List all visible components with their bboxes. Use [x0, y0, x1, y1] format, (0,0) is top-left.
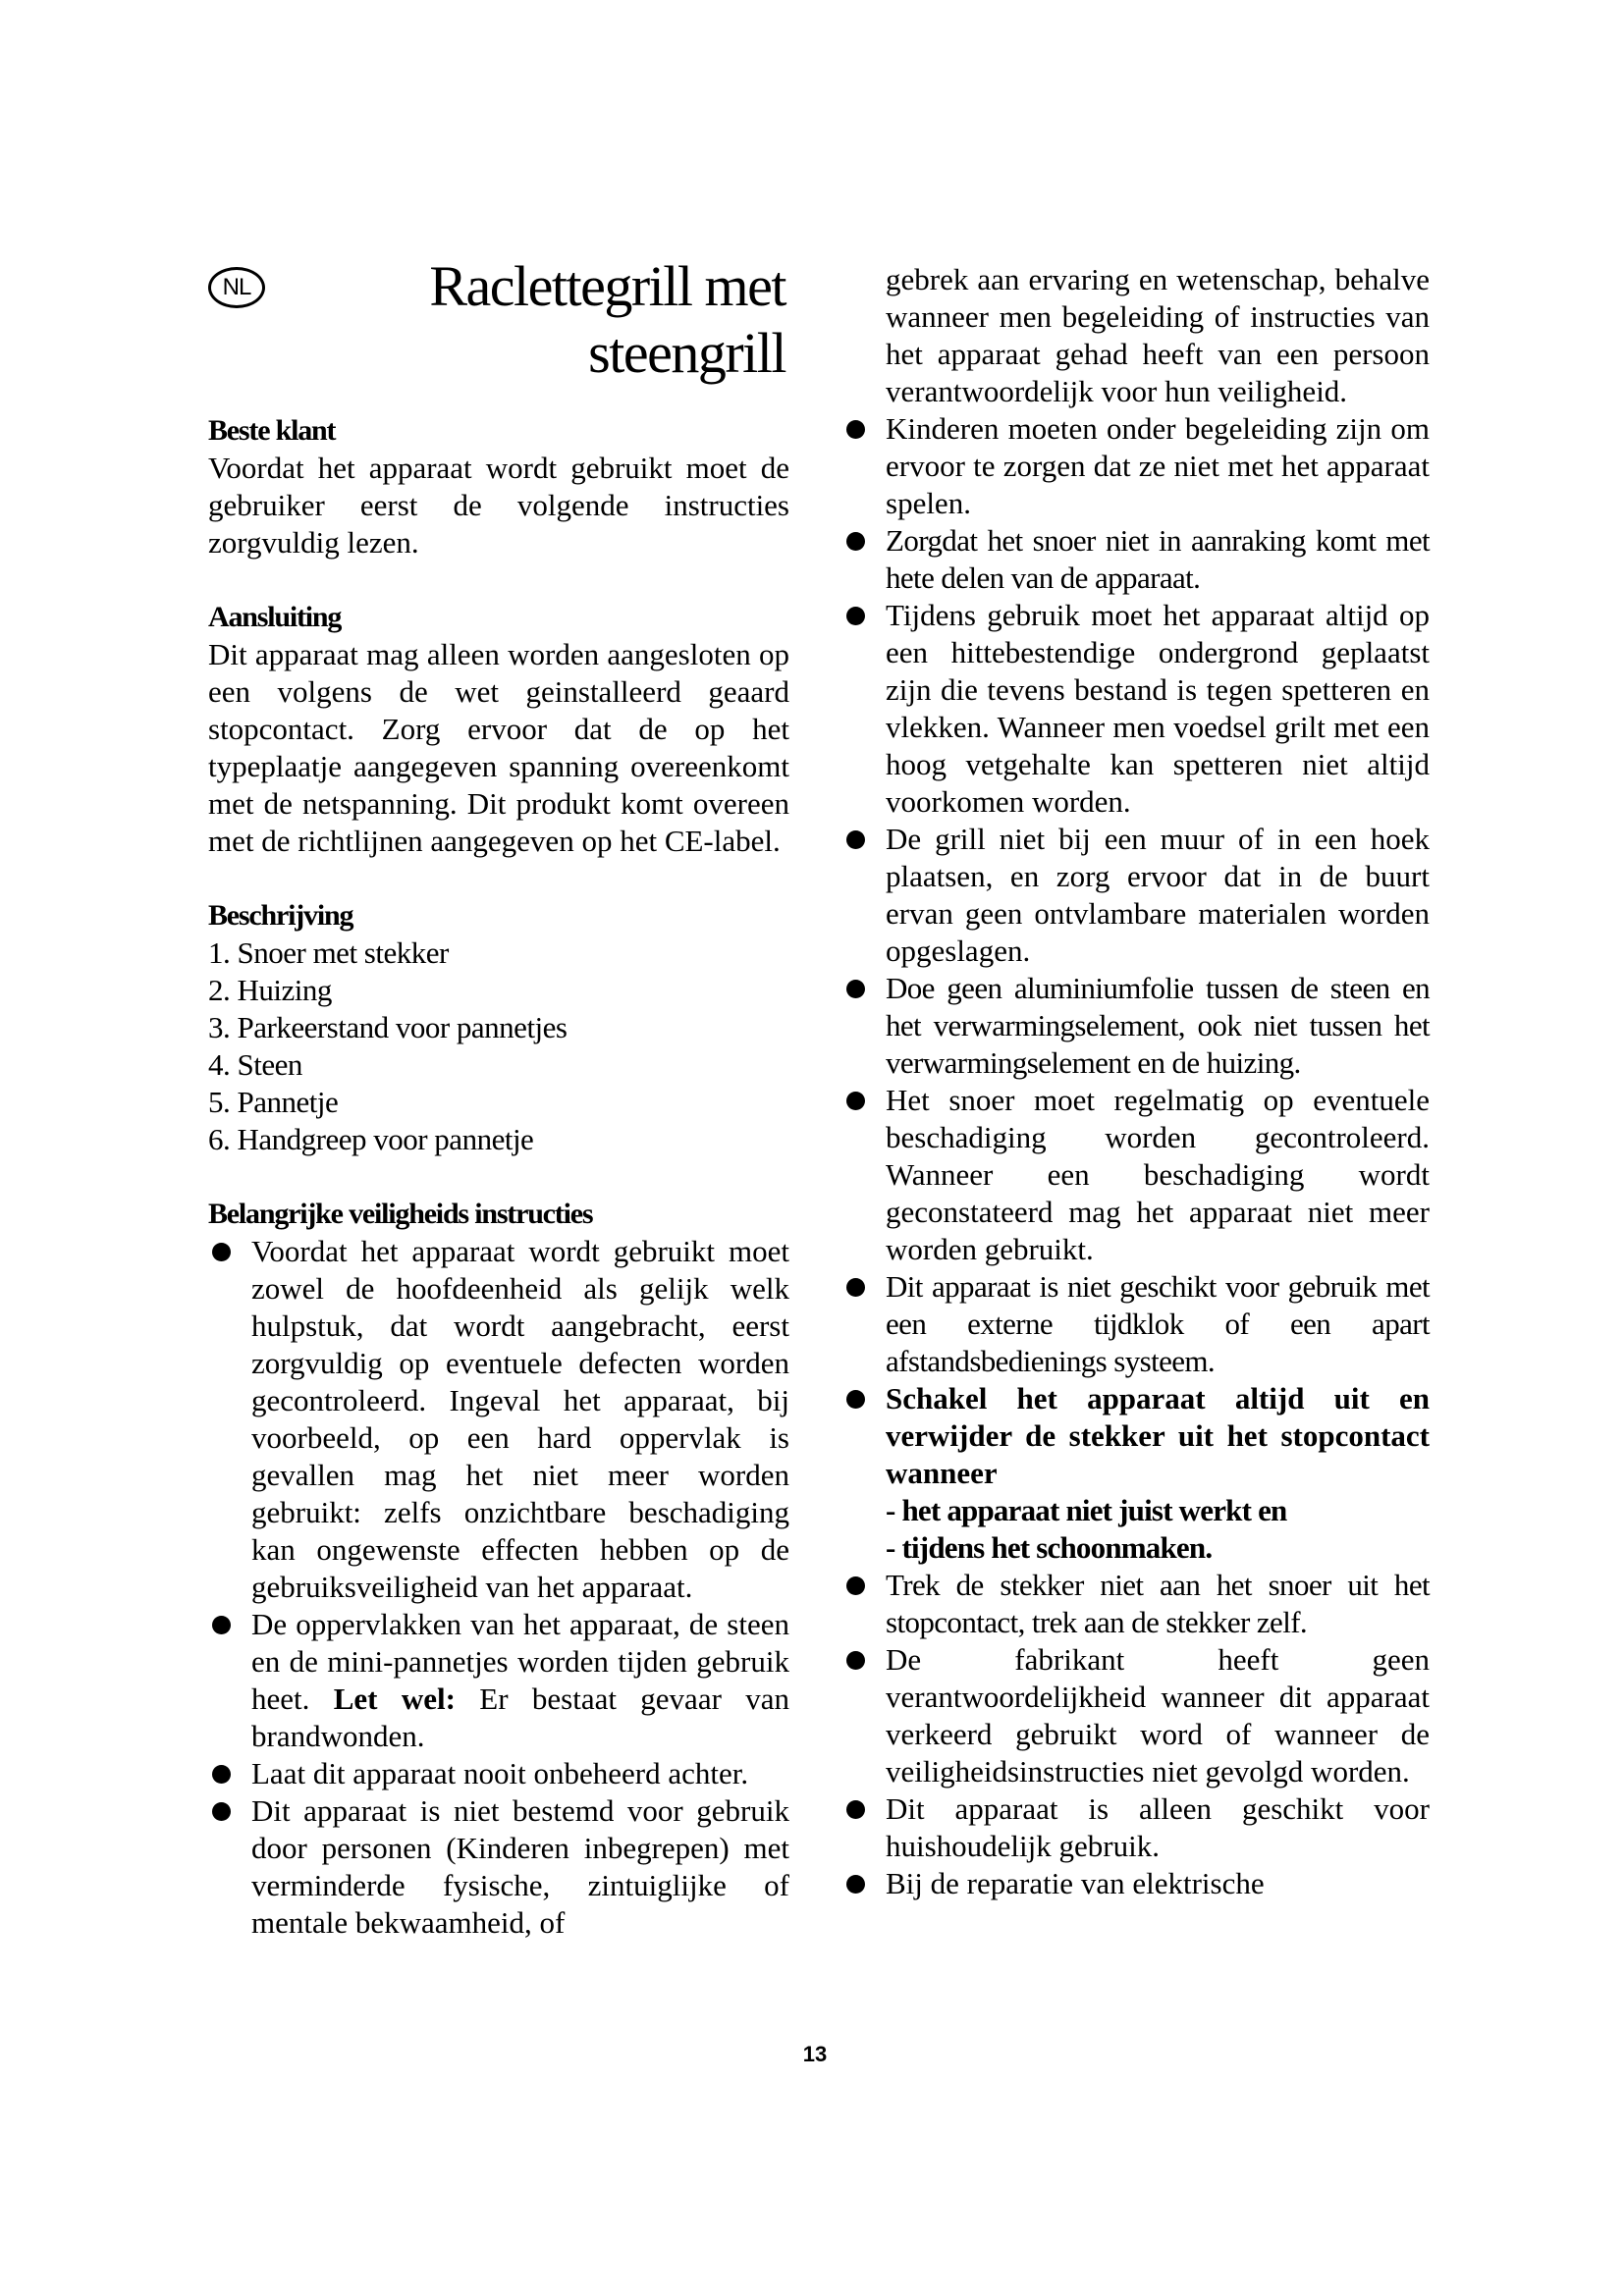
description-heading: Beschrijving [208, 899, 353, 932]
warning-label: Let wel: [333, 1682, 456, 1716]
intro-section [208, 412, 789, 561]
bullet-icon [212, 1802, 231, 1821]
bullet-icon [846, 1800, 865, 1819]
description-item: 6. Handgreep voor pannetje [208, 1122, 534, 1156]
bullet-icon [846, 532, 865, 551]
safety-item [842, 1865, 1430, 1902]
safety-item-text: Dit apparaat is alleen geschikt voor huishoudelijk gebruik. [886, 1791, 1430, 1863]
safety-heading: Belangrijke veiligheids instructies [208, 1198, 593, 1230]
safety-item [842, 597, 1430, 821]
safety-item [842, 970, 1430, 1082]
safety-section [208, 1196, 789, 1942]
safety-item-unplug [842, 1380, 1430, 1567]
left-column [208, 412, 789, 1942]
title-line-1: Raclettegrill met [429, 254, 785, 318]
bullet-icon [846, 1390, 865, 1409]
safety-item-text: Dit apparaat is niet geschikt voor gebruik met een externe tijdklok of een apart afstandsbedienings systeem. [886, 1269, 1430, 1378]
safety-item-text: Zorgdat het snoer niet in aanraking komt met hete delen van de apparaat. [886, 523, 1430, 595]
safety-item [208, 1792, 789, 1942]
right-column [842, 261, 1430, 1902]
safety-item [208, 1606, 789, 1755]
intro-heading: Beste klant [208, 414, 336, 447]
safety-item-text: Doe geen aluminiumfolie tussen de steen en het verwarmingselement, ook niet tussen het verwarmingselement en de huizing. [886, 971, 1430, 1080]
description-item: 1. Snoer met stekker [208, 935, 449, 970]
safety-item-text: De oppervlakken van het apparaat, de steen en de mini-pannetjes worden tijden gebruik heet. [251, 1607, 789, 1716]
bullet-icon [846, 1278, 865, 1297]
bullet-icon [846, 1576, 865, 1595]
connection-section [208, 599, 789, 860]
title-line-2: steengrill [588, 321, 785, 385]
safety-item-text: Voordat het apparaat wordt gebruikt moet zowel de hoofdeenheid als gelijk welk hulpstuk, dat wordt aangebracht, eerst zorgvuldig op eventuele defecten worden gecontroleerd. Ingeval het apparaat, bij voorbeeld, op een hard oppervlak is gevallen mag het niet meer worden gebruikt: zelfs onzichtbare beschadiging kan ongewenste effecten hebben op de gebruiksveiligheid van het apparaat. [251, 1234, 789, 1604]
language-badge: NL [208, 267, 265, 308]
bullet-icon [846, 420, 865, 439]
bullet-icon [846, 1092, 865, 1110]
bullet-icon [846, 1651, 865, 1670]
bullet-icon [846, 830, 865, 849]
safety-item-text: Kinderen moeten onder begeleiding zijn om ervoor te zorgen dat ze niet met het apparaat spelen. [886, 411, 1430, 520]
safety-item [842, 1790, 1430, 1865]
safety-item-text: Bij de reparatie van elektrische [886, 1866, 1265, 1900]
safety-item-text-after: Er bestaat gevaar van brandwonden. [251, 1682, 790, 1753]
safety-item [842, 1567, 1430, 1641]
intro-text: Voordat het apparaat wordt gebruikt moet de gebruiker eerst de volgende instructies zorgvuldig lezen. [208, 451, 789, 560]
description-item: 2. Huizing [208, 973, 332, 1007]
bullet-icon [212, 1765, 231, 1784]
unplug-warning-text: Schakel het apparaat altijd uit en verwijder de stekker uit het stopcontact wanneer [886, 1381, 1430, 1490]
description-section [208, 897, 789, 1158]
safety-item [208, 1755, 789, 1792]
safety-item-text: Het snoer moet regelmatig op eventuele beschadiging worden gecontroleerd. Wanneer een beschadiging wordt geconstateerd mag het apparaat niet meer worden gebruikt. [886, 1083, 1430, 1266]
safety-item-text: De fabrikant heeft geen verantwoordelijkheid wanneer dit apparaat verkeerd gebruikt word of wanneer de veiligheidsinstructies niet gevolgd worden. [886, 1642, 1430, 1789]
safety-item [842, 522, 1430, 597]
safety-list-left [208, 1233, 789, 1942]
safety-item-text: Laat dit apparaat nooit onbeheerd achter. [251, 1756, 749, 1790]
description-item: 3. Parkeerstand voor pannetjes [208, 1010, 568, 1044]
safety-item-text: Tijdens gebruik moet het apparaat altijd op een hittebestendige ondergrond geplaatst zijn die tevens bestand is tegen spetteren en vlekken. Wanneer men voedsel grilt met een hoog vetgehalte kan spetteren niet altijd voorkomen worden. [886, 598, 1430, 819]
bullet-icon [846, 980, 865, 998]
description-list [208, 934, 789, 1158]
safety-item [842, 1641, 1430, 1790]
bullet-icon [212, 1616, 231, 1634]
safety-item [208, 1233, 789, 1606]
safety-item [842, 821, 1430, 970]
safety-item-continued: gebrek aan ervaring en wetenschap, behalve wanneer men begeleiding of instructies van het apparaat gehad heeft van een persoon verantwoordelijk voor hun veiligheid. [886, 262, 1430, 408]
description-item: 4. Steen [208, 1047, 302, 1082]
unplug-condition-2: - tijdens het schoonmaken. [886, 1530, 1213, 1565]
safety-item-text: Trek de stekker niet aan het snoer uit het stopcontact, trek aan de stekker zelf. [886, 1568, 1430, 1639]
bullet-icon [846, 607, 865, 625]
safety-item-text: Dit apparaat is niet bestemd voor gebruik door personen (Kinderen inbegrepen) met verminderde fysische, zintuiglijke of mentale bekwaamheid, of [251, 1793, 789, 1940]
safety-list-right [842, 410, 1430, 1902]
unplug-condition-1: - het apparaat niet juist werkt en [886, 1493, 1287, 1527]
page-number: 13 [802, 2042, 828, 2066]
bullet-icon [212, 1243, 231, 1261]
safety-item [842, 1082, 1430, 1268]
safety-item [842, 410, 1430, 522]
connection-text: Dit apparaat mag alleen worden aangesloten op een volgens de wet geinstalleerd geaard stopcontact. Zorg ervoor dat de op het typeplaatje aangegeven spanning overeenkomt met de netspanning. Dit produkt komt overeen met de richtlijnen aangegeven op het CE-label. [208, 637, 789, 858]
page-title [295, 253, 785, 387]
bullet-icon [846, 1875, 865, 1894]
description-item: 5. Pannetje [208, 1085, 339, 1119]
safety-item [842, 1268, 1430, 1380]
connection-heading: Aansluiting [208, 601, 342, 633]
safety-item-text: De grill niet bij een muur of in een hoek plaatsen, en zorg ervoor dat in de buurt ervan geen ontvlambare materialen worden opgeslagen. [886, 822, 1430, 968]
